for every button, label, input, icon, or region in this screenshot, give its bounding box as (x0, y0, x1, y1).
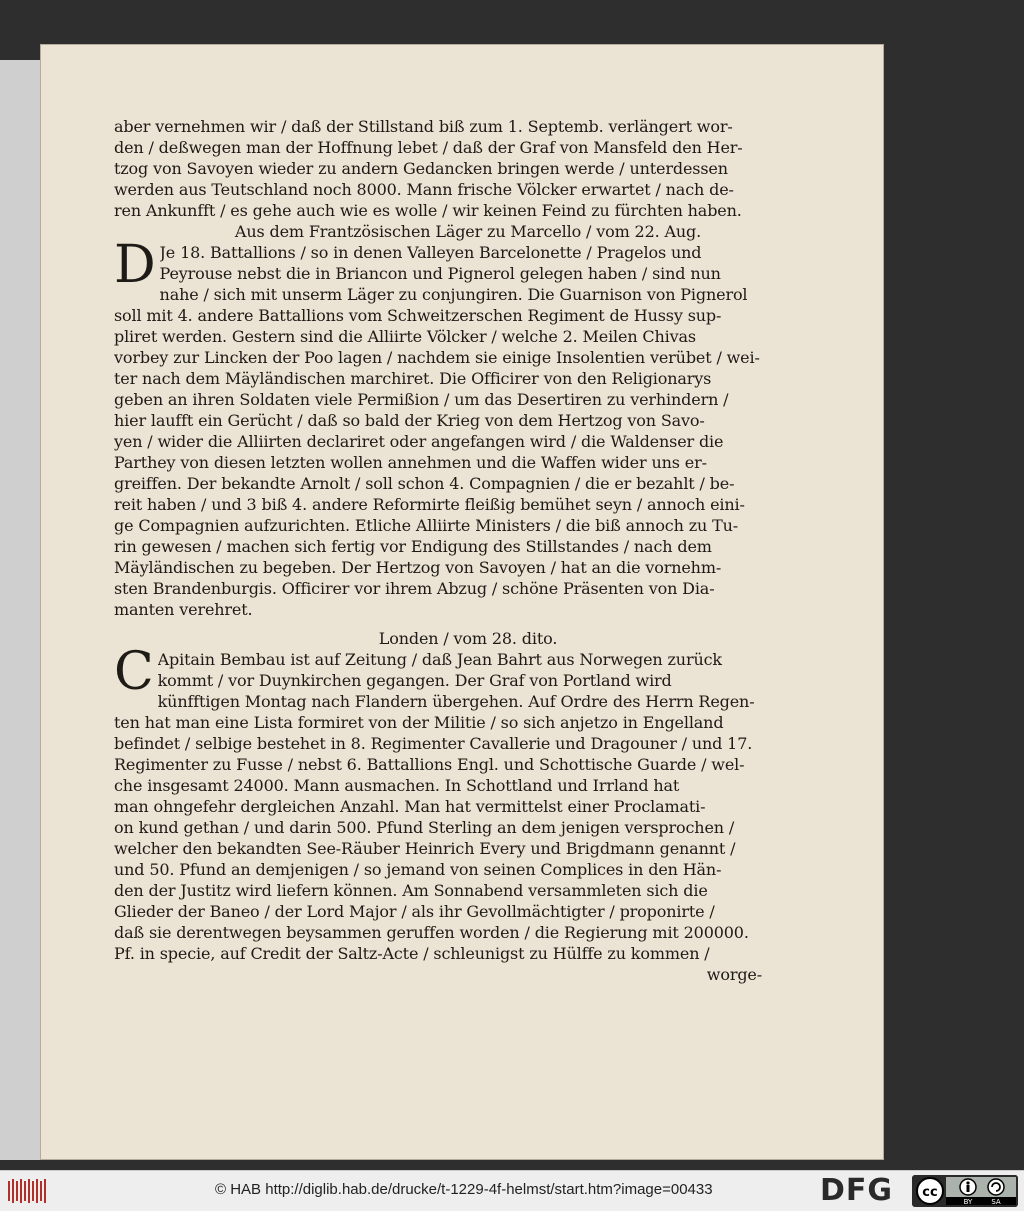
hab-library-logo-icon (6, 1177, 50, 1205)
text-line: ten hat man eine Lista formiret von der Militie / so sich anjetzo in Engelland (114, 713, 724, 732)
text-line: künfftigen Montag nach Flandern übergehen. Auf Ordre des Herrn Regen- (157, 692, 755, 711)
sa-label: SA (991, 1198, 1001, 1206)
heading-marcello: Aus dem Frantzösischen Läger zu Marcello / vom 22. Aug. (234, 222, 702, 241)
text-line: pliret werden. Gestern sind die Alliirte Völcker / welche 2. Meilen Chivas (114, 327, 696, 346)
text-line: Regimenter zu Fusse / nebst 6. Battallions Engl. und Schottische Guarde / wel- (114, 755, 745, 774)
text-line: geben an ihren Soldaten viele Permißion / um das Desertiren zu verhindern / (114, 390, 729, 409)
page-text (114, 116, 762, 985)
text-line: on kund gethan / und darin 500. Pfund Sterling an dem jenigen versprochen / (114, 818, 735, 837)
footer-bar (0, 1170, 1024, 1211)
text-line: welcher den bekandten See-Räuber Heinrich Every und Brigdmann genannt / (114, 839, 736, 858)
catchword: worge- (706, 965, 762, 984)
dfg-logo-icon: DFG (820, 1173, 894, 1208)
text-line: kommt / vor Duynkirchen gegangen. Der Graf von Portland wird (157, 671, 672, 690)
text-line: manten verehret. (114, 600, 253, 619)
text-line: und 50. Pfund an demjenigen / so jemand von seinen Complices in den Hän- (114, 860, 722, 879)
text-line: aber vernehmen wir / daß der Stillstand biß zum 1. Septemb. verlängert wor- (114, 117, 733, 136)
text-line: werden aus Teutschland noch 8000. Mann frische Völcker erwartet / nach de- (114, 180, 734, 199)
text-line: ge Compagnien aufzurichten. Etliche Alliirte Ministers / die biß annoch zu Tu- (114, 516, 739, 535)
text-line: greiffen. Der bekandte Arnolt / soll schon 4. Compagnien / die er bezahlt / be- (114, 474, 735, 493)
text-line: man ohngefehr dergleichen Anzahl. Man hat vermittelst einer Proclamati- (114, 797, 706, 816)
text-line: reit haben / und 3 biß 4. andere Reformirte fleißig bemühet seyn / annoch eini- (114, 495, 745, 514)
paragraph-1 (114, 116, 762, 221)
text-line: hier laufft ein Gerücht / daß so bald der Krieg von dem Hertzog von Savo- (114, 411, 705, 430)
text-line: befindet / selbige bestehet in 8. Regimenter Cavallerie und Dragouner / und 17. (114, 734, 753, 753)
drop-cap-initial: C (114, 642, 154, 702)
paragraph-2 (114, 235, 762, 620)
text-line: Je 18. Battallions / so in denen Valleyen Barcelonette / Pragelos und (159, 243, 702, 262)
text-line: che insgesamt 24000. Mann ausmachen. In Schottland und Irrland hat (114, 776, 680, 795)
text-line: Glieder der Baneo / der Lord Major / als ihr Gevollmächtigter / proponirte / (114, 902, 715, 921)
cc-label: cc (922, 1185, 938, 1200)
text-line: Pf. in specie, auf Credit der Saltz-Acte / schleunigst zu Hülffe zu kommen / (114, 944, 710, 963)
text-line: ter nach dem Mäyländischen marchiret. Die Officirer von den Religionarys (114, 369, 712, 388)
copyright-url-text[interactable]: © HAB http://diglib.hab.de/drucke/t-1229-4f-helmst/start.htm?image=00433 (215, 1181, 713, 1198)
text-line: Peyrouse nebst die in Briancon und Pignerol gelegen haben / sind nun (159, 264, 721, 283)
text-line: Mäyländischen zu begeben. Der Hertzog von Savoyen / hat an die vornehm- (114, 558, 722, 577)
scanned-page (40, 44, 884, 1160)
heading-londen: Londen / vom 28. dito. (378, 629, 558, 648)
text-line: ren Ankunfft / es gehe auch wie es wolle / wir keinen Feind zu fürchten haben. (114, 201, 742, 220)
text-line: Parthey von diesen letzten wollen annehmen und die Waffen wider uns er- (114, 453, 707, 472)
drop-cap-initial: D (114, 235, 156, 295)
text-line: yen / wider die Alliirten declariret oder angefangen wird / die Waldenser die (114, 432, 724, 451)
text-line: tzog von Savoyen wieder zu andern Gedancken bringen werde / unterdessen (114, 159, 728, 178)
paragraph-3 (114, 642, 762, 964)
text-line: Apitain Bembau ist auf Zeitung / daß Jean Bahrt aus Norwegen zurück (157, 650, 722, 669)
text-line: den der Justitz wird liefern können. Am Sonnabend versammleten sich die (114, 881, 708, 900)
creative-commons-by-sa-icon (912, 1175, 1018, 1207)
text-line: vorbey zur Lincken der Poo lagen / nachdem sie einige Insolentien verübet / wei- (114, 348, 760, 367)
text-line: den / deßwegen man der Hoffnung lebet / daß der Graf von Mansfeld den Her- (114, 138, 743, 157)
text-line: daß sie derentwegen beysammen geruffen worden / die Regierung mit 200000. (114, 923, 749, 942)
text-line: nahe / sich mit unserm Läger zu conjungiren. Die Guarnison von Pignerol (159, 285, 748, 304)
text-line: soll mit 4. andere Battallions vom Schweitzerschen Regiment de Hussy sup- (114, 306, 722, 325)
by-label: BY (963, 1198, 973, 1206)
text-line: rin gewesen / machen sich fertig vor Endigung des Stillstandes / nach dem (114, 537, 712, 556)
adjacent-page-edge (0, 60, 44, 1160)
text-line: sten Brandenburgis. Officirer vor ihrem Abzug / schöne Präsenten von Dia- (114, 579, 715, 598)
